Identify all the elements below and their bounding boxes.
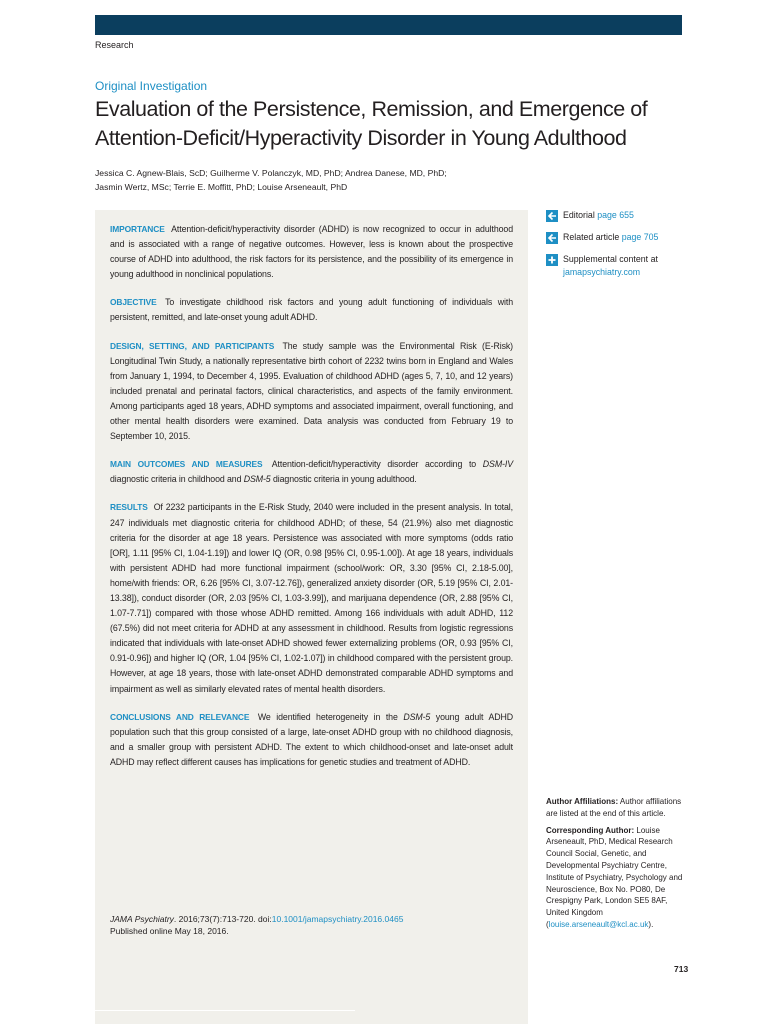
abstract-text: diagnostic criteria in young adulthood. (272, 474, 417, 485)
abstract-conclusions (110, 710, 513, 770)
journal-name: JAMA Psychiatry (110, 914, 174, 924)
arrow-left-icon (546, 232, 558, 244)
published-date: Published online May 18, 2016. (110, 925, 229, 936)
corresponding-heading: Corresponding Author: (546, 825, 635, 835)
abstract-heading: OBJECTIVE (110, 297, 157, 308)
editorial-text (563, 209, 634, 222)
abstract-heading: MAIN OUTCOMES AND MEASURES (110, 459, 263, 470)
editorial-label: Editorial (563, 210, 595, 220)
article-title: Evaluation of the Persistence, Remission, and Emergence of Attention-Deficit/Hyperactivity Disorder in Young Adulthood (95, 97, 648, 150)
related-article-page-link[interactable]: page 705 (621, 232, 659, 242)
abstract-text: Attention-deficit/hyperactivity disorder according to (271, 459, 477, 470)
abstract-text: We identified heterogeneity in the (257, 711, 398, 722)
author-line: Jasmin Wertz, MSc; Terrie E. Moffitt, PhD; Louise Arseneault, PhD (95, 182, 348, 192)
supplemental-at: at (650, 254, 658, 264)
arrow-left-icon (546, 210, 558, 222)
abstract-objective (110, 295, 513, 325)
related-article-label: Related article (563, 232, 620, 242)
citation (110, 914, 510, 937)
corresponding-text: Louise Arseneault, PhD, Medical Research Council Social, Genetic, and Developmental Psychiatry Centre, Institute of Psychiatry, Psychology and Neuroscience, Box No. PO80, De Crespigny Park, London SE5 8AF, United Kingdom ( (546, 825, 683, 929)
abstract-text: Of 2232 participants in the E-Risk Study, 2040 were included in the present analysis. In total, 247 individuals met diagnostic criteria for childhood ADHD; of these, 54 (21.9%) also met diagnostic criteria for the disorder at age 18 years. Persistence was associated with more symptoms (odds ratio [OR], 1.11 [95% CI, 1.04-1.19]) and lower IQ (OR, 0.98 [95% CI, 0.95-1.00]). At age 18 years, individuals with persistent ADHD had more functional impairment (school/work: OR, 3.30 [95% CI, 2.18-5.00], home/with friends: OR, 6.26 [95% CI, 3.07-12.76]), generalized anxiety disorder (OR, 5.19 [95% CI, 2.01-13.38]), conduct disorder (OR, 2.03 [95% CI, 1.03-3.99]), and marijuana dependence (OR, 2.88 [95% CI, 1.07-7.71]) compared with those whose ADHD remitted. Among 166 individuals with adult ADHD, 112 (67.5%) did not meet criteria for ADHD at any assessment in childhood. Results from logistic regressions indicated that individuals with late-onset ADHD showed fewer externalizing problems (OR, 0.93 [95% CI, 0.91-0.96]) and higher IQ (OR, 1.04 [95% CI, 1.02-1.07]) in childhood compared with the persistent group. However, at age 18 years, those with late-onset ADHD demonstrated comparable ADHD symptoms and impairment as well as similarly elevated rates of mental health disorders. (110, 502, 513, 694)
supplemental-label: Supplemental content (563, 254, 649, 264)
dsm-5-term: DSM-5 (243, 474, 271, 485)
header-bar (95, 15, 682, 35)
abstract-importance (110, 222, 513, 282)
plus-icon (546, 254, 558, 266)
abstract-heading: CONCLUSIONS AND RELEVANCE (110, 711, 250, 722)
abstract-heading: IMPORTANCE (110, 224, 165, 234)
corresponding-author (546, 825, 686, 931)
abstract-heading: DESIGN, SETTING, AND PARTICIPANTS (110, 340, 275, 351)
abstract-text: Attention-deficit/hyperactivity disorder (ADHD) is now recognized to occur in adulthood and is associated with a range of negative outcomes. However, less is known about the prospective course of ADHD into adulthood, the risk factors for its persistence, and the possibility of its emergence in young adulthood in nonclinical populations. (110, 224, 513, 280)
abstract-text: To investigate childhood risk factors and young adult functioning of individuals with persistent, remitted, and late-onset young adult ADHD. (110, 297, 514, 323)
abstract-box (95, 210, 528, 1024)
citation-line (110, 914, 510, 926)
abstract-body (110, 222, 513, 783)
dsm-5-term: DSM-5 (403, 711, 431, 722)
abstract-text: diagnostic criteria in childhood and (110, 474, 242, 485)
doi-link[interactable]: 10.1001/jamapsychiatry.2016.0465 (271, 914, 404, 924)
author-line: Jessica C. Agnew-Blais, ScD; Guilherme V. Polanczyk, MD, PhD; Andrea Danese, MD, PhD; (95, 168, 447, 178)
editorial-page-link[interactable]: page 655 (597, 210, 634, 220)
supplemental-text (563, 253, 658, 278)
editorial-link-item[interactable] (546, 209, 686, 222)
affiliations-note (546, 796, 686, 820)
corresponding-text-end: ). (648, 919, 654, 929)
related-article-text (563, 231, 658, 244)
supplemental-site-link[interactable]: jamapsychiatry.com (563, 266, 641, 277)
related-article-item[interactable] (546, 231, 686, 244)
abstract-heading: RESULTS (110, 502, 148, 513)
corresponding-email-link[interactable]: louise.arseneault@kcl.ac.uk (548, 919, 649, 929)
dsm-iv-term: DSM-IV (482, 459, 513, 470)
related-links-sidebar (546, 209, 686, 287)
affiliations-text: Author affiliations are listed at the end of this article. (546, 797, 682, 818)
abstract-results (110, 500, 513, 696)
divider (95, 1010, 355, 1011)
supplemental-content-item[interactable] (546, 253, 686, 278)
affiliations-heading: Author Affiliations: (546, 797, 619, 806)
author-affiliations (546, 796, 686, 936)
abstract-text: The study sample was the Environmental Risk (E-Risk) Longitudinal Twin Study, a nationally representative birth cohort of 2232 twins born in England and Wales from January 1, 1994, to December 4, 1995. Evaluation of childhood ADHD (ages 5, 7, 10, and 12 years) included prenatal and perinatal factors, clinical characteristics, and aspects of the family environment. Among participants aged 18 years, ADHD symptoms and associated impairment, overall functioning, and other mental health disorders were examined. Data analysis was conducted from February 19 to September 10, 2015. (110, 340, 513, 442)
citation-ref: . 2016;73(7):713-720. doi: (173, 914, 272, 924)
author-list (95, 166, 515, 194)
article-type: Original Investigation (95, 79, 208, 93)
abstract-text: young adult ADHD population such that this group consisted of a large, late-onset ADHD group with no childhood diagnosis, and a smaller group with persistent ADHD. The extent to which childhood-onset and late-onset adult ADHD may reflect different causes has implications for genetic studies and treatment of ADHD. (110, 711, 513, 767)
abstract-design (110, 339, 513, 445)
abstract-outcomes (110, 457, 513, 487)
page-number: 713 (674, 964, 689, 974)
section-label: Research (95, 40, 134, 50)
